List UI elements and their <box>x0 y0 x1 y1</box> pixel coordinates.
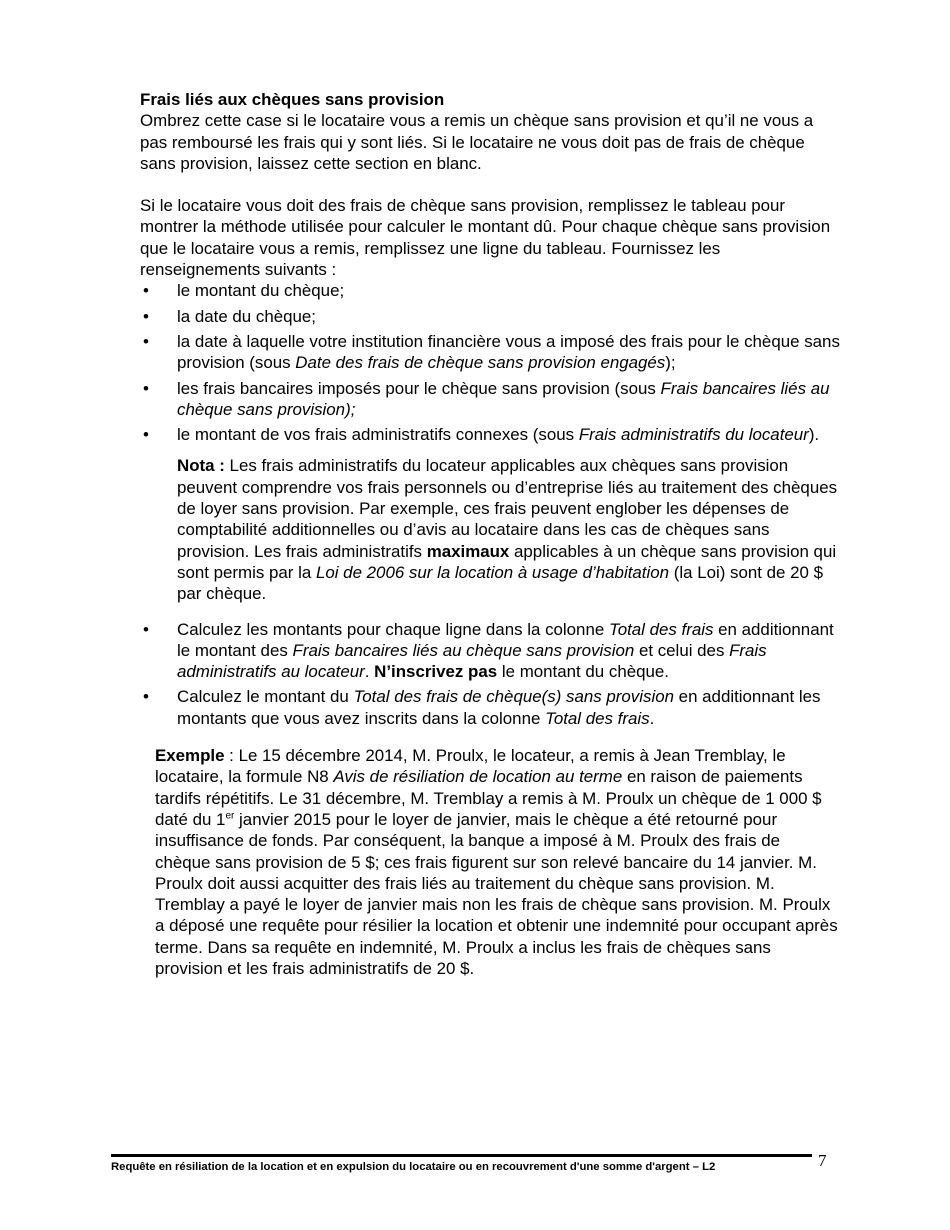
bullet-icon: • <box>143 331 149 351</box>
example-label: Exemple <box>155 746 225 766</box>
list-item-text: les frais bancaires imposés pour le chèque sans provision (sous <box>177 378 661 398</box>
calculation-list <box>140 619 840 729</box>
note-label: Nota : <box>177 456 225 476</box>
list-item-emphasis: Frais bancaires liés au chèque sans provision); <box>177 378 830 419</box>
bullet-icon: • <box>143 281 149 301</box>
example-text: en raison de paiements tardifs répétitifs. Le 31 décembre, M. Tremblay a remis à M. Proulx un chèque de 1 000 $ daté du 1 <box>155 767 822 829</box>
list-item <box>140 686 840 729</box>
list-item-text: et celui des <box>634 640 730 660</box>
list-item <box>140 306 840 327</box>
intro-paragraph: Ombrez cette case si le locataire vous a remis un chèque sans provision et qu’il ne vous a pas remboursé les frais qui y sont liés. Si le locataire ne vous doit pas de frais de chèque sans provision, laissez cette section en blanc. <box>140 111 814 173</box>
list-item-text-end: ). <box>808 425 820 445</box>
note-bold: maximaux <box>426 541 510 561</box>
list-item-text: . <box>649 708 655 728</box>
bullet-icon: • <box>143 687 149 707</box>
bullet-icon: • <box>143 425 149 445</box>
list-item-text: . <box>364 662 375 682</box>
list-item-text: la date du chèque; <box>177 306 316 326</box>
list-item-emphasis: Date des frais de chèque sans provision engagés <box>295 353 666 373</box>
list-item-emphasis: Total des frais <box>545 708 650 728</box>
list-item-emphasis: Total des frais de chèque(s) sans provision <box>353 687 674 707</box>
list-item-emphasis: Frais administratifs au locateur <box>177 640 767 682</box>
list-item-bold: N’inscrivez pas <box>374 662 498 682</box>
list-item-emphasis: Frais administratifs du locateur <box>578 425 809 445</box>
note-paragraph <box>140 455 840 604</box>
example-text: janvier 2015 pour le loyer de janvier, mais le chèque a été retourné pour insuffisance de fonds. Par conséquent, la banque a imposé à M. Proulx des frais de chèque sans provision de 5 $; ces frais figurent sur son relevé bancaire du 14 janvier. M. Proulx doit aussi acquitter des frais liés au traitement du chèque sans provision. M. Tremblay a payé le loyer de janvier mais non les frais de chèque sans provision. M. Proulx a déposé une requête pour résilier la location et obtenir une indemnité pour occupant après terme. Dans sa requête en indemnité, M. Proulx a inclus les frais de chèques sans provision et les frais administratifs de 20 $. <box>155 809 838 978</box>
footer-title: Requête en résiliation de la location et en expulsion du locataire ou en recouvrement d'une somme d'argent – L2 <box>111 1161 716 1173</box>
note-law-title: Loi de 2006 sur la location à usage d’habitation <box>315 562 670 582</box>
list-item-emphasis: Total des frais <box>608 619 714 639</box>
note-text: applicables à un chèque sans provision qui sont permis par la <box>177 541 837 582</box>
list-item-text: Calculez le montant du <box>177 687 354 707</box>
list-item <box>140 280 840 301</box>
list-item <box>140 378 840 421</box>
bullet-icon: • <box>143 378 149 398</box>
list-item-emphasis: Frais bancaires liés au chèque sans provision <box>292 640 635 660</box>
note-text: (la Loi) sont de 20 $ par chèque. <box>177 562 824 604</box>
list-item-text: en additionnant le montant des <box>177 619 834 660</box>
list-item-text: le montant du chèque; <box>177 281 345 301</box>
list-item <box>140 424 840 445</box>
page-content <box>140 89 840 979</box>
list-item-text: le montant de vos frais administratifs connexes (sous <box>177 425 579 445</box>
footer-divider <box>111 1154 812 1157</box>
bullet-icon: • <box>143 306 149 326</box>
page-number: 7 <box>818 1151 827 1170</box>
list-item-text: le montant du chèque. <box>497 662 669 682</box>
list-item-text: Calculez les montants pour chaque ligne dans la colonne <box>177 619 609 639</box>
list-item <box>140 331 840 374</box>
note-text: Les frais administratifs du locateur applicables aux chèques sans provision peuvent comprendre vos frais personnels ou d’entreprise liés au traitement des chèques de loyer sans provision. Par exemple, ces frais peuvent englober les dépenses de comptabilité additionnelles ou d’avis au locataire dans les cas de chèques sans provision. Les frais administratifs <box>177 456 838 561</box>
info-list <box>140 280 840 445</box>
example-text: : Le 15 décembre 2014, M. Proulx, le locateur, a remis à Jean Tremblay, le locataire, la formule N8 <box>155 746 786 787</box>
bullet-icon: • <box>143 619 149 639</box>
example-superscript: er <box>225 810 235 822</box>
list-item-text: la date à laquelle votre institution financière vous a imposé des frais pour le chèque sans provision (sous <box>177 331 840 373</box>
list-item-text-end: ); <box>665 353 676 373</box>
section-heading: Frais liés aux chèques sans provision <box>140 90 445 109</box>
instructions-paragraph: Si le locataire vous doit des frais de chèque sans provision, remplissez le tableau pour montrer la méthode utilisée pour calculer le montant dû. Pour chaque chèque sans provision que le locataire vous a remis, remplissez une ligne du tableau. Fournissez les renseignements suivants : <box>140 196 831 280</box>
list-item <box>140 619 840 683</box>
example-form-title: Avis de résiliation de location au terme <box>333 767 623 787</box>
example-paragraph <box>140 745 840 979</box>
list-item-text: en additionnant les montants que vous avez inscrits dans la colonne <box>177 687 821 728</box>
